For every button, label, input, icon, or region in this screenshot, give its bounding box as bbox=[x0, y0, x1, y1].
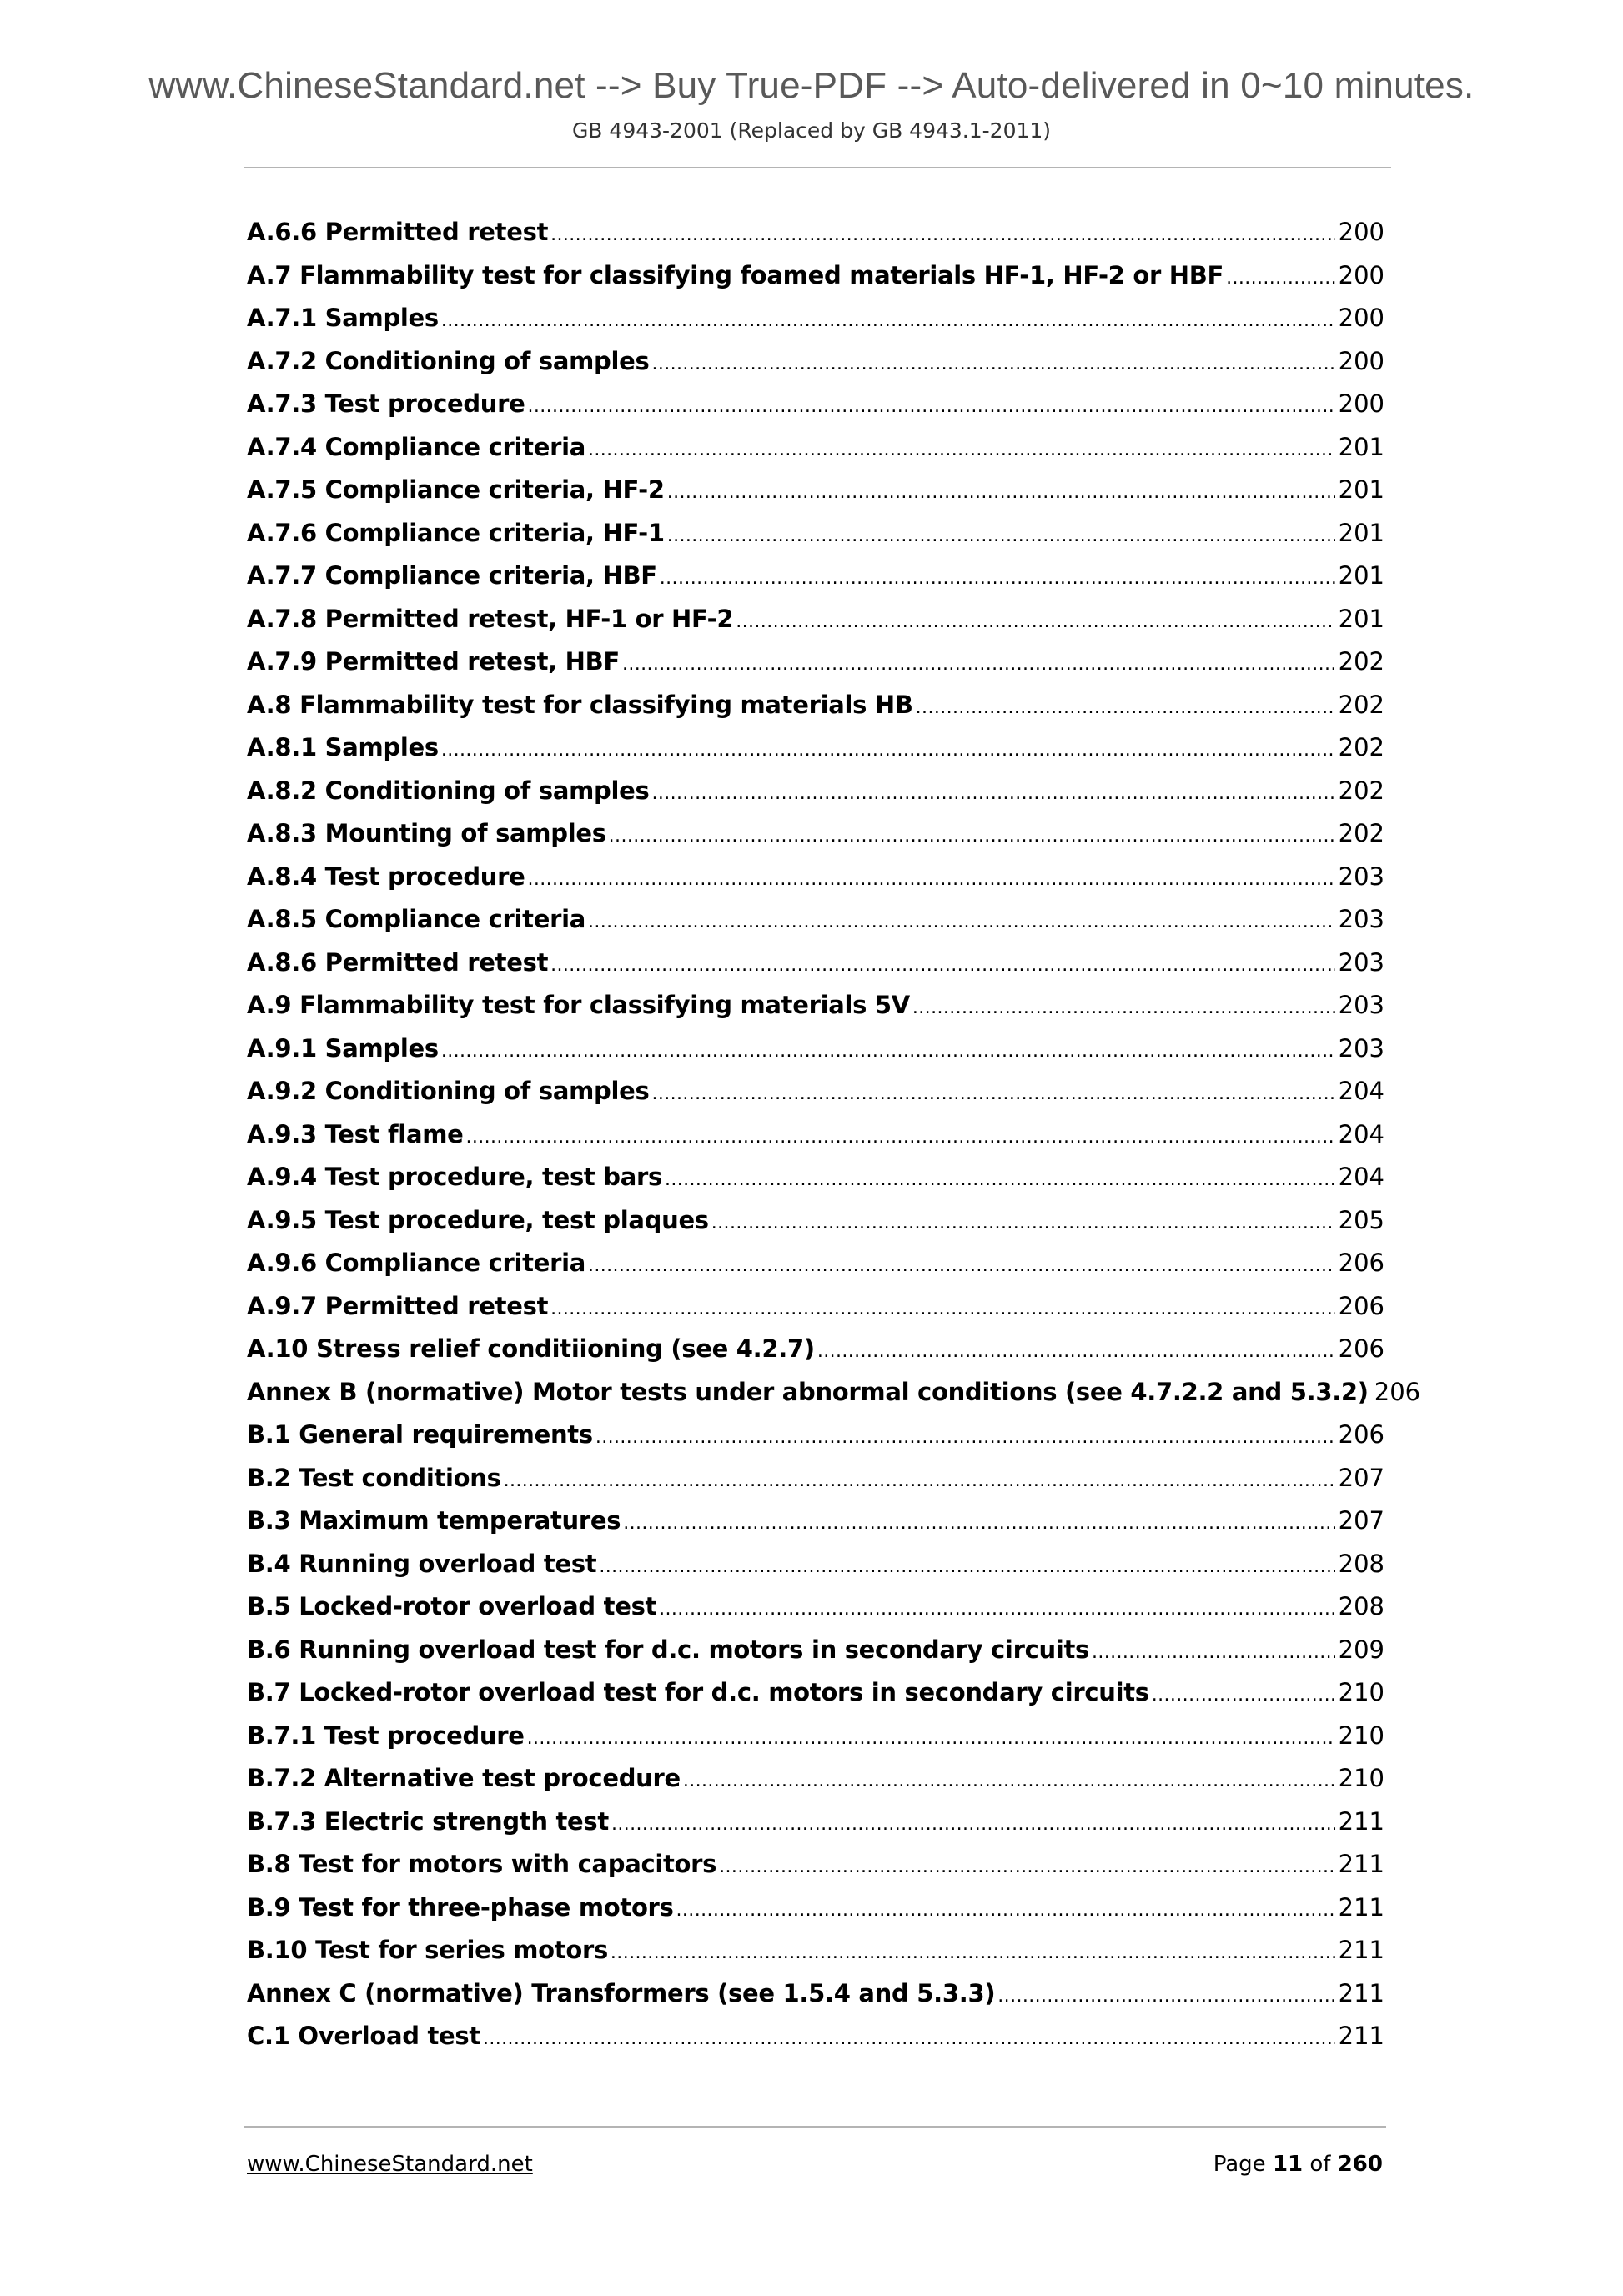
toc-entry-page: 206 bbox=[1338, 1420, 1384, 1449]
toc-entry-title: A.7.4 Compliance criteria bbox=[247, 432, 585, 461]
toc-entry-page: 209 bbox=[1338, 1635, 1384, 1664]
toc-entry-title: A.8.3 Mounting of samples bbox=[247, 819, 606, 847]
page-number bbox=[1213, 2152, 1383, 2177]
toc-entry[interactable] bbox=[247, 389, 1384, 433]
toc-entry-page: 200 bbox=[1338, 260, 1384, 289]
toc-entry[interactable] bbox=[247, 561, 1384, 605]
toc-entry-page: 211 bbox=[1338, 1850, 1384, 1878]
toc-entry[interactable] bbox=[247, 1807, 1384, 1851]
toc-entry[interactable] bbox=[247, 1334, 1384, 1378]
document-subtitle: GB 4943-2001 (Replaced by GB 4943.1-2011) bbox=[571, 118, 1052, 143]
toc-entry[interactable] bbox=[247, 733, 1384, 776]
toc-entry[interactable] bbox=[247, 1506, 1384, 1550]
toc-entry-page: 204 bbox=[1338, 1077, 1384, 1105]
toc-entry[interactable] bbox=[247, 1893, 1384, 1937]
toc-entry-title: A.9 Flammability test for classifying materials 5V bbox=[247, 991, 910, 1019]
toc-dot-leader bbox=[441, 740, 1335, 761]
footer-divider bbox=[244, 2126, 1386, 2128]
toc-entry-title: A.10 Stress relief conditiioning (see 4.2.7) bbox=[247, 1334, 815, 1363]
toc-entry[interactable] bbox=[247, 948, 1384, 992]
toc-entry-page: 202 bbox=[1338, 776, 1384, 805]
toc-entry[interactable] bbox=[247, 1592, 1384, 1635]
banner: www.ChineseStandard.net --> Buy True-PDF --> Auto-delivered in 0~10 minutes. bbox=[148, 65, 1475, 106]
toc-entry-page: 200 bbox=[1338, 346, 1384, 375]
toc-entry-page: 211 bbox=[1338, 2022, 1384, 2050]
toc-dot-leader bbox=[441, 1041, 1335, 1062]
toc-dot-leader bbox=[528, 869, 1335, 890]
toc-entry-page: 201 bbox=[1338, 518, 1384, 547]
toc-entry-title: B.8 Test for motors with capacitors bbox=[247, 1850, 717, 1878]
toc-dot-leader bbox=[595, 1427, 1335, 1448]
toc-dot-leader bbox=[997, 1986, 1334, 2007]
toc-entry-title: A.8.2 Conditioning of samples bbox=[247, 776, 650, 805]
toc-entry-page: 201 bbox=[1338, 561, 1384, 590]
toc-entry-title: B.10 Test for series motors bbox=[247, 1936, 608, 1964]
toc-dot-leader bbox=[667, 482, 1335, 503]
toc-entry[interactable] bbox=[247, 1377, 1421, 1421]
toc-entry-page: 201 bbox=[1338, 475, 1384, 504]
toc-entry[interactable] bbox=[247, 776, 1384, 820]
toc-entry-page: 207 bbox=[1338, 1463, 1384, 1492]
toc-entry-title: A.8.4 Test procedure bbox=[247, 862, 525, 891]
toc-dot-leader bbox=[683, 1771, 1335, 1791]
toc-entry-title: A.7.2 Conditioning of samples bbox=[247, 346, 650, 375]
toc-entry-title: A.7.8 Permitted retest, HF-1 or HF-2 bbox=[247, 604, 734, 633]
toc-entry-title: A.7.3 Test procedure bbox=[247, 389, 525, 418]
toc-entry[interactable] bbox=[247, 1979, 1384, 2022]
toc-entry[interactable] bbox=[247, 218, 1384, 261]
toc-entry-page: 208 bbox=[1338, 1549, 1384, 1578]
toc-entry[interactable] bbox=[247, 1678, 1384, 1721]
page-current: 11 bbox=[1272, 2152, 1304, 2177]
toc-entry-title: A.7.1 Samples bbox=[247, 304, 439, 332]
page-of-label: of bbox=[1309, 2152, 1331, 2177]
toc-entry-title: B.1 General requirements bbox=[247, 1420, 593, 1449]
toc-entry-page: 202 bbox=[1338, 819, 1384, 847]
toc-entry[interactable] bbox=[247, 991, 1384, 1034]
toc-entry-title: A.8.1 Samples bbox=[247, 733, 439, 761]
toc-entry[interactable] bbox=[247, 647, 1384, 691]
toc-entry-page: 200 bbox=[1338, 218, 1384, 246]
toc-entry[interactable] bbox=[247, 1292, 1384, 1335]
toc-entry[interactable] bbox=[247, 1464, 1384, 1507]
toc-dot-leader bbox=[622, 654, 1335, 675]
toc-entry[interactable] bbox=[247, 1420, 1384, 1464]
toc-entry-page: 211 bbox=[1338, 1892, 1384, 1922]
toc-entry-page: 208 bbox=[1338, 1592, 1384, 1620]
toc-entry[interactable] bbox=[247, 691, 1384, 734]
toc-entry[interactable] bbox=[247, 519, 1384, 562]
toc-dot-leader bbox=[916, 697, 1335, 718]
toc-entry-page: 203 bbox=[1338, 1033, 1384, 1063]
toc-entry-page: 201 bbox=[1338, 432, 1384, 461]
toc-entry[interactable] bbox=[247, 2022, 1384, 2065]
toc-dot-leader bbox=[588, 912, 1335, 932]
toc-dot-leader bbox=[665, 1169, 1335, 1190]
toc-entry[interactable] bbox=[247, 605, 1384, 648]
page-label: Page bbox=[1213, 2152, 1266, 2177]
toc-dot-leader bbox=[667, 525, 1335, 546]
toc-dot-leader bbox=[736, 611, 1334, 632]
toc-entry-page: 203 bbox=[1338, 991, 1384, 1019]
toc-entry-title: A.9.3 Test flame bbox=[247, 1119, 464, 1148]
toc-dot-leader bbox=[711, 1213, 1335, 1233]
toc-entry-title: A.9.4 Test procedure, test bars bbox=[247, 1163, 662, 1191]
toc-entry-page: 206 bbox=[1338, 1291, 1384, 1320]
toc-entry-title: B.5 Locked-rotor overload test bbox=[247, 1592, 657, 1620]
toc-dot-leader bbox=[609, 826, 1335, 847]
toc-entry-title: B.2 Test conditions bbox=[247, 1463, 501, 1492]
toc-dot-leader bbox=[588, 440, 1335, 460]
toc-dot-leader bbox=[651, 1083, 1334, 1104]
toc-entry-title: A.9.2 Conditioning of samples bbox=[247, 1077, 650, 1105]
toc-entry[interactable] bbox=[247, 1120, 1384, 1163]
toc-dot-leader bbox=[676, 1900, 1335, 1921]
toc-entry-page: 210 bbox=[1338, 1764, 1384, 1792]
toc-entry-title: B.7.3 Electric strength test bbox=[247, 1806, 609, 1836]
toc-entry-title: A.9.5 Test procedure, test plaques bbox=[247, 1205, 709, 1234]
toc-entry-page: 203 bbox=[1338, 947, 1384, 977]
toc-dot-leader bbox=[527, 1728, 1335, 1749]
header-divider bbox=[244, 167, 1391, 168]
toc-entry[interactable] bbox=[247, 1077, 1384, 1120]
toc-entry[interactable] bbox=[247, 1034, 1384, 1078]
toc-entry[interactable] bbox=[247, 1163, 1384, 1206]
toc-entry-page: 200 bbox=[1338, 389, 1384, 418]
toc-entry-page: 211 bbox=[1338, 1936, 1384, 1964]
toc-dot-leader bbox=[441, 310, 1335, 331]
toc-entry[interactable] bbox=[247, 1764, 1384, 1807]
toc-entry-page: 210 bbox=[1338, 1721, 1384, 1750]
toc-entry-page: 205 bbox=[1338, 1205, 1384, 1234]
toc-dot-leader bbox=[483, 2028, 1335, 2049]
toc-entry[interactable] bbox=[247, 261, 1384, 304]
toc-entry[interactable] bbox=[247, 347, 1384, 390]
toc-dot-leader bbox=[466, 1127, 1335, 1148]
toc-entry-page: 203 bbox=[1338, 905, 1384, 933]
toc-entry-title: A.9.7 Permitted retest bbox=[247, 1291, 549, 1320]
toc-entry-page: 204 bbox=[1338, 1163, 1384, 1191]
toc-dot-leader bbox=[1226, 268, 1335, 289]
toc-dot-leader bbox=[659, 1599, 1335, 1620]
toc-entry[interactable] bbox=[247, 433, 1384, 476]
toc-entry-page: 204 bbox=[1338, 1119, 1384, 1148]
toc-dot-leader bbox=[588, 1255, 1335, 1276]
toc-dot-leader bbox=[1152, 1685, 1335, 1706]
toc-entry-page: 202 bbox=[1338, 690, 1384, 719]
toc-dot-leader bbox=[550, 955, 1335, 976]
toc-dot-leader bbox=[1092, 1642, 1335, 1663]
toc-entry-title: B.9 Test for three-phase motors bbox=[247, 1892, 674, 1922]
toc-dot-leader bbox=[611, 1814, 1335, 1835]
toc-entry-title: Annex B (normative) Motor tests under abnormal conditions (see 4.7.2.2 and 5.3.2) bbox=[247, 1377, 1369, 1406]
toc-dot-leader bbox=[651, 783, 1334, 804]
toc-dot-leader bbox=[660, 568, 1335, 589]
toc-dot-leader bbox=[817, 1341, 1335, 1362]
toc-dot-leader bbox=[550, 1299, 1335, 1319]
toc-entry-title: A.7.6 Compliance criteria, HF-1 bbox=[247, 518, 665, 547]
toc-dot-leader bbox=[599, 1556, 1334, 1577]
toc-entry-title: A.9.6 Compliance criteria bbox=[247, 1248, 585, 1277]
toc-entry-title: A.7.9 Permitted retest, HBF bbox=[247, 647, 620, 676]
toc-entry[interactable] bbox=[247, 1936, 1384, 1979]
toc-entry-title: B.6 Running overload test for d.c. motors in secondary circuits bbox=[247, 1635, 1089, 1664]
toc-entry[interactable] bbox=[247, 304, 1384, 347]
toc-entry[interactable] bbox=[247, 1635, 1384, 1679]
toc-entry-page: 211 bbox=[1338, 1978, 1384, 2007]
toc-entry-title: B.7.2 Alternative test procedure bbox=[247, 1764, 681, 1792]
toc-entry[interactable] bbox=[247, 819, 1384, 862]
toc-dot-leader bbox=[719, 1856, 1334, 1877]
toc-dot-leader bbox=[550, 224, 1335, 245]
toc-entry-page: 202 bbox=[1338, 647, 1384, 676]
page-total: 260 bbox=[1337, 2152, 1383, 2177]
toc-entry-title: A.8 Flammability test for classifying materials HB bbox=[247, 690, 913, 719]
toc-entry-title: A.6.6 Permitted retest bbox=[247, 218, 549, 246]
toc-entry-title: C.1 Overload test bbox=[247, 2022, 480, 2050]
toc-entry-page: 211 bbox=[1338, 1806, 1384, 1836]
toc-entry-page: 201 bbox=[1338, 604, 1384, 633]
table-of-contents bbox=[247, 218, 1421, 2065]
toc-entry-page: 206 bbox=[1374, 1377, 1421, 1406]
footer-link[interactable]: www.ChineseStandard.net bbox=[247, 2152, 533, 2177]
toc-dot-leader bbox=[528, 396, 1335, 417]
toc-entry[interactable] bbox=[247, 1850, 1384, 1893]
toc-dot-leader bbox=[611, 1942, 1335, 1963]
toc-entry-page: 202 bbox=[1338, 733, 1384, 761]
toc-entry[interactable] bbox=[247, 905, 1384, 948]
toc-dot-leader bbox=[504, 1470, 1335, 1491]
toc-entry-title: A.8.5 Compliance criteria bbox=[247, 905, 585, 933]
toc-entry-title: A.8.6 Permitted retest bbox=[247, 947, 549, 977]
toc-entry[interactable] bbox=[247, 1721, 1384, 1765]
toc-entry-page: 200 bbox=[1338, 304, 1384, 332]
toc-entry-title: B.7.1 Test procedure bbox=[247, 1721, 525, 1750]
toc-entry[interactable] bbox=[247, 1550, 1384, 1593]
toc-entry-page: 207 bbox=[1338, 1506, 1384, 1535]
toc-dot-leader bbox=[912, 997, 1335, 1018]
toc-entry-title: Annex C (normative) Transformers (see 1.5.4 and 5.3.3) bbox=[247, 1978, 996, 2007]
toc-entry[interactable] bbox=[247, 475, 1384, 519]
toc-entry-page: 203 bbox=[1338, 862, 1384, 891]
toc-entry-page: 206 bbox=[1338, 1248, 1384, 1277]
toc-entry[interactable] bbox=[247, 1206, 1384, 1249]
toc-entry[interactable] bbox=[247, 1248, 1384, 1292]
toc-entry-title: A.9.1 Samples bbox=[247, 1033, 439, 1063]
toc-entry-page: 206 bbox=[1338, 1334, 1384, 1363]
toc-entry-page: 210 bbox=[1338, 1678, 1384, 1706]
toc-dot-leader bbox=[651, 354, 1334, 374]
toc-entry-title: A.7 Flammability test for classifying foamed materials HF-1, HF-2 or HBF bbox=[247, 260, 1224, 289]
toc-dot-leader bbox=[623, 1513, 1334, 1534]
toc-entry-title: A.7.7 Compliance criteria, HBF bbox=[247, 561, 657, 590]
toc-entry[interactable] bbox=[247, 862, 1384, 906]
toc-entry-title: B.7 Locked-rotor overload test for d.c. motors in secondary circuits bbox=[247, 1678, 1149, 1706]
toc-entry-title: B.4 Running overload test bbox=[247, 1549, 597, 1578]
toc-entry-title: B.3 Maximum temperatures bbox=[247, 1506, 621, 1535]
toc-entry-title: A.7.5 Compliance criteria, HF-2 bbox=[247, 475, 665, 504]
